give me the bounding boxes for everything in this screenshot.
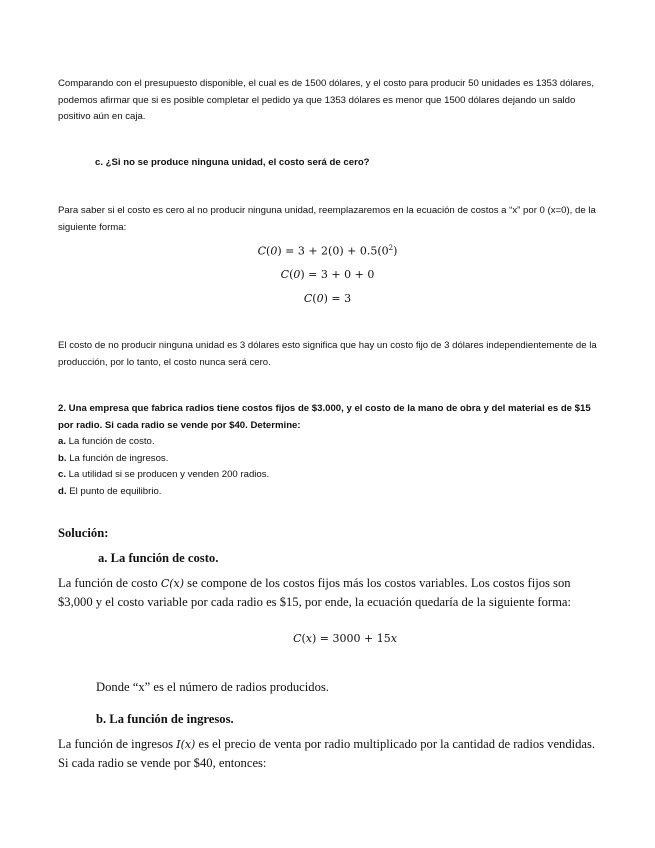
paragraph-cost-function: La función de costo C(x) se compone de los costos fijos más los costos variables. Los costos fijos son $3,000 y el costo variable por cada radio es $15, por ende, la ecuación quedaría de la siguiente forma: — [58, 576, 571, 609]
eq2-arg: 0 — [293, 268, 301, 281]
eq2-function: C — [280, 268, 290, 281]
cost-function-symbol: C(x) — [160, 577, 185, 590]
paragraph-fixed-cost-conclusion: El costo de no producir ninguna unidad es 3 dólares esto significa que hay un costo fijo de 3 dólares independientemente de la producción, por lo tanto, el costo nunca será cero. — [58, 340, 597, 368]
eq1-close: ) — [393, 244, 398, 258]
solution-heading: Solución: — [58, 526, 109, 540]
problem-2-statement: 2. Una empresa que fabrica radios tiene costos fijos de $3.000, y el costo de la mano de obra y del material es de $15 por radio. Si cada radio se vende por $40. Determine: — [58, 403, 591, 431]
equation-c0-simplified: C(0) = 3 + 0 + 0 — [280, 268, 375, 281]
paragraph-revenue-function: La función de ingresos I(x) es el precio de venta por radio multiplicado por la cantidad de radios vendidas. Si cada radio se vende por $40, entonces: — [58, 737, 596, 770]
paragraph-zero-cost-method: Para saber si el costo es cero al no producir ninguna unidad, reemplazaremos en la ecuación de costos a “x” por 0 (x=0), de la siguiente forma: — [58, 205, 596, 233]
eq3-rhs: = 3 — [327, 292, 352, 305]
problem-2-number: 2. — [58, 403, 67, 414]
eq1-arg: 0 — [270, 244, 278, 258]
equation-cost-function: C(x) = 3000 + 15x — [293, 632, 397, 645]
equation-c0-substitution: $C(0) = 3 + 2(0) + 0.5(0^2)$ — [257, 244, 398, 258]
paragraph-x-definition: Donde “x” es el número de radios producidos. — [96, 680, 329, 694]
heading-cost-function: a. La función de costo. — [98, 551, 219, 565]
heading-revenue-function: b. La función de ingresos. — [96, 712, 234, 726]
eq-cost-function: C — [293, 632, 302, 645]
problem-2-item-a: a. La función de costo. — [58, 436, 155, 447]
eq-cost-rhs: = 3000 + 15 — [316, 632, 391, 645]
eq3-arg: 0 — [316, 292, 324, 305]
problem-2-item-d: d. El punto de equilibrio. — [58, 485, 162, 497]
eq-cost-var: x — [390, 632, 397, 645]
problem-2 — [58, 401, 603, 500]
eq3-function: C — [303, 292, 313, 305]
problem-2-item-b: b. La función de ingresos. — [58, 452, 169, 464]
question-c: c. ¿Si no se produce ninguna unidad, el costo será de cero? — [95, 157, 370, 168]
eq2-rhs: = 3 + 0 + 0 — [304, 268, 375, 281]
revenue-function-symbol: I(x) — [176, 738, 196, 751]
paragraph-budget-comparison: Comparando con el presupuesto disponible, el cual es de 1500 dólares, y el costo para producir 50 unidades es 1353 dólares, podemos afirmar que si es posible completar el pedido ya que 1353 dólares es menor que 1500 dólares dejando un saldo positivo aún en caja. — [58, 78, 594, 122]
eq1-exponent: 2 — [388, 244, 394, 252]
eq-cost-arg: x — [305, 632, 312, 645]
eq1-function: C — [257, 244, 267, 258]
equation-c0-result: C(0) = 3 — [303, 292, 352, 305]
eq1-rhs: = 3 + 2(0) + 0.5(0 — [281, 244, 389, 258]
problem-2-item-c: c. La utilidad si se producen y venden 200 radios. — [58, 469, 270, 480]
